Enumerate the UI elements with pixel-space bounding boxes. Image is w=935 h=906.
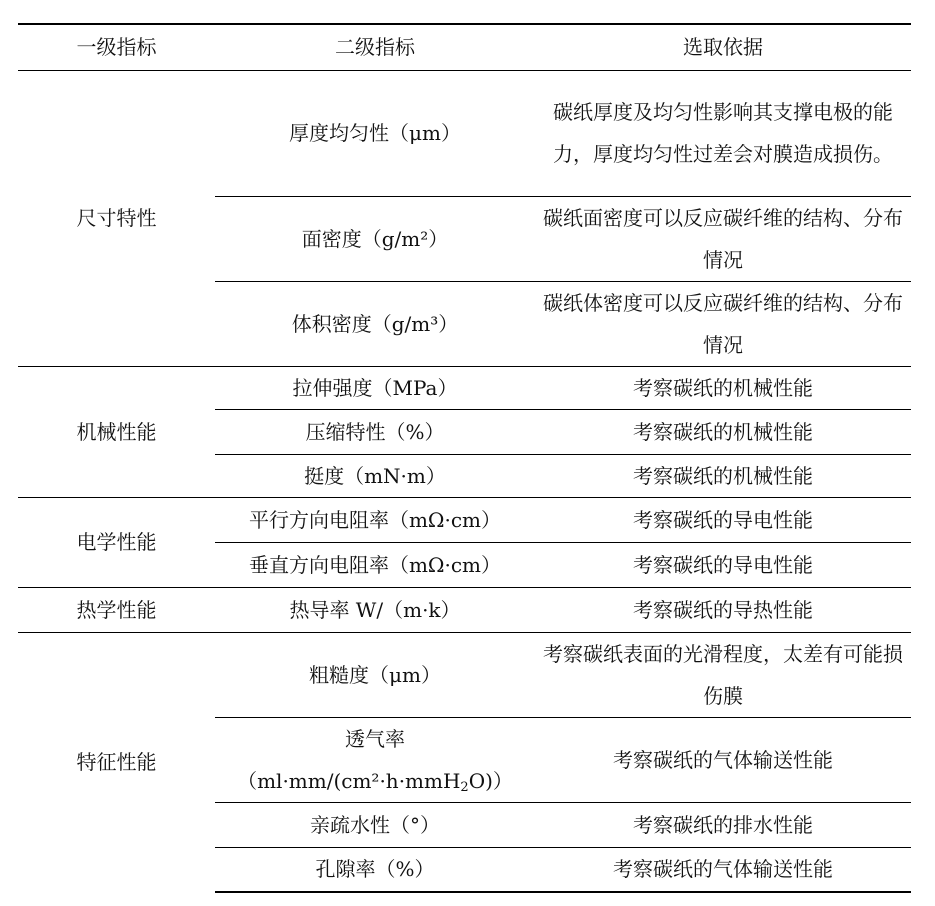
indicator-text: O)）: [468, 768, 513, 793]
group-name: 电学性能: [18, 497, 215, 587]
indicator-table: [18, 23, 911, 893]
header-level1: 一级指标: [18, 24, 215, 70]
group-name: 热学性能: [18, 587, 215, 632]
basis-cell: 碳纸厚度及均匀性影响其支撑电极的能力，厚度均匀性过差会对膜造成损伤。: [535, 70, 911, 196]
table-row: [18, 587, 911, 632]
indicator-cell: 挺度（mN·m）: [215, 454, 535, 497]
basis-cell: 考察碳纸的导热性能: [535, 587, 911, 632]
basis-cell: 考察碳纸的机械性能: [535, 409, 911, 454]
table-row: [18, 366, 911, 409]
basis-cell: 考察碳纸的气体输送性能: [535, 847, 911, 892]
indicator-line: [221, 760, 529, 802]
group-name: 尺寸特性: [18, 70, 215, 366]
table-header-row: [18, 24, 911, 70]
indicator-cell: 垂直方向电阻率（mΩ·cm）: [215, 542, 535, 587]
indicator-cell: 平行方向电阻率（mΩ·cm）: [215, 497, 535, 542]
indicator-cell: 孔隙率（%）: [215, 847, 535, 892]
table-row: [18, 70, 911, 196]
basis-cell: 碳纸体密度可以反应碳纤维的结构、分布情况: [535, 281, 911, 366]
basis-cell: 考察碳纸的导电性能: [535, 497, 911, 542]
indicator-text: （ml·mm/(cm²·h·mmH: [237, 768, 461, 793]
indicator-line: 透气率: [345, 726, 405, 751]
basis-cell: 考察碳纸的气体输送性能: [535, 717, 911, 802]
subscript: 2: [460, 779, 469, 795]
indicator-cell: 热导率 W/（m·k）: [215, 587, 535, 632]
header-level2: 二级指标: [215, 24, 535, 70]
basis-cell: 考察碳纸表面的光滑程度，太差有可能损伤膜: [535, 632, 911, 717]
basis-cell: 考察碳纸的机械性能: [535, 454, 911, 497]
group-name: 特征性能: [18, 632, 215, 892]
table-row: [18, 632, 911, 717]
basis-cell: 考察碳纸的排水性能: [535, 802, 911, 847]
indicator-cell: 面密度（g/m²）: [215, 196, 535, 281]
indicator-cell: 粗糙度（μm）: [215, 632, 535, 717]
indicator-cell: [215, 717, 535, 802]
table-row: [18, 497, 911, 542]
indicator-cell: 亲疏水性（°）: [215, 802, 535, 847]
indicator-cell: 体积密度（g/m³）: [215, 281, 535, 366]
basis-cell: 考察碳纸的机械性能: [535, 366, 911, 409]
indicator-cell: 拉伸强度（MPa）: [215, 366, 535, 409]
basis-cell: 考察碳纸的导电性能: [535, 542, 911, 587]
indicator-cell: 厚度均匀性（μm）: [215, 70, 535, 196]
header-basis: 选取依据: [535, 24, 911, 70]
indicator-cell: 压缩特性（%）: [215, 409, 535, 454]
basis-cell: 碳纸面密度可以反应碳纤维的结构、分布情况: [535, 196, 911, 281]
group-name: 机械性能: [18, 366, 215, 497]
